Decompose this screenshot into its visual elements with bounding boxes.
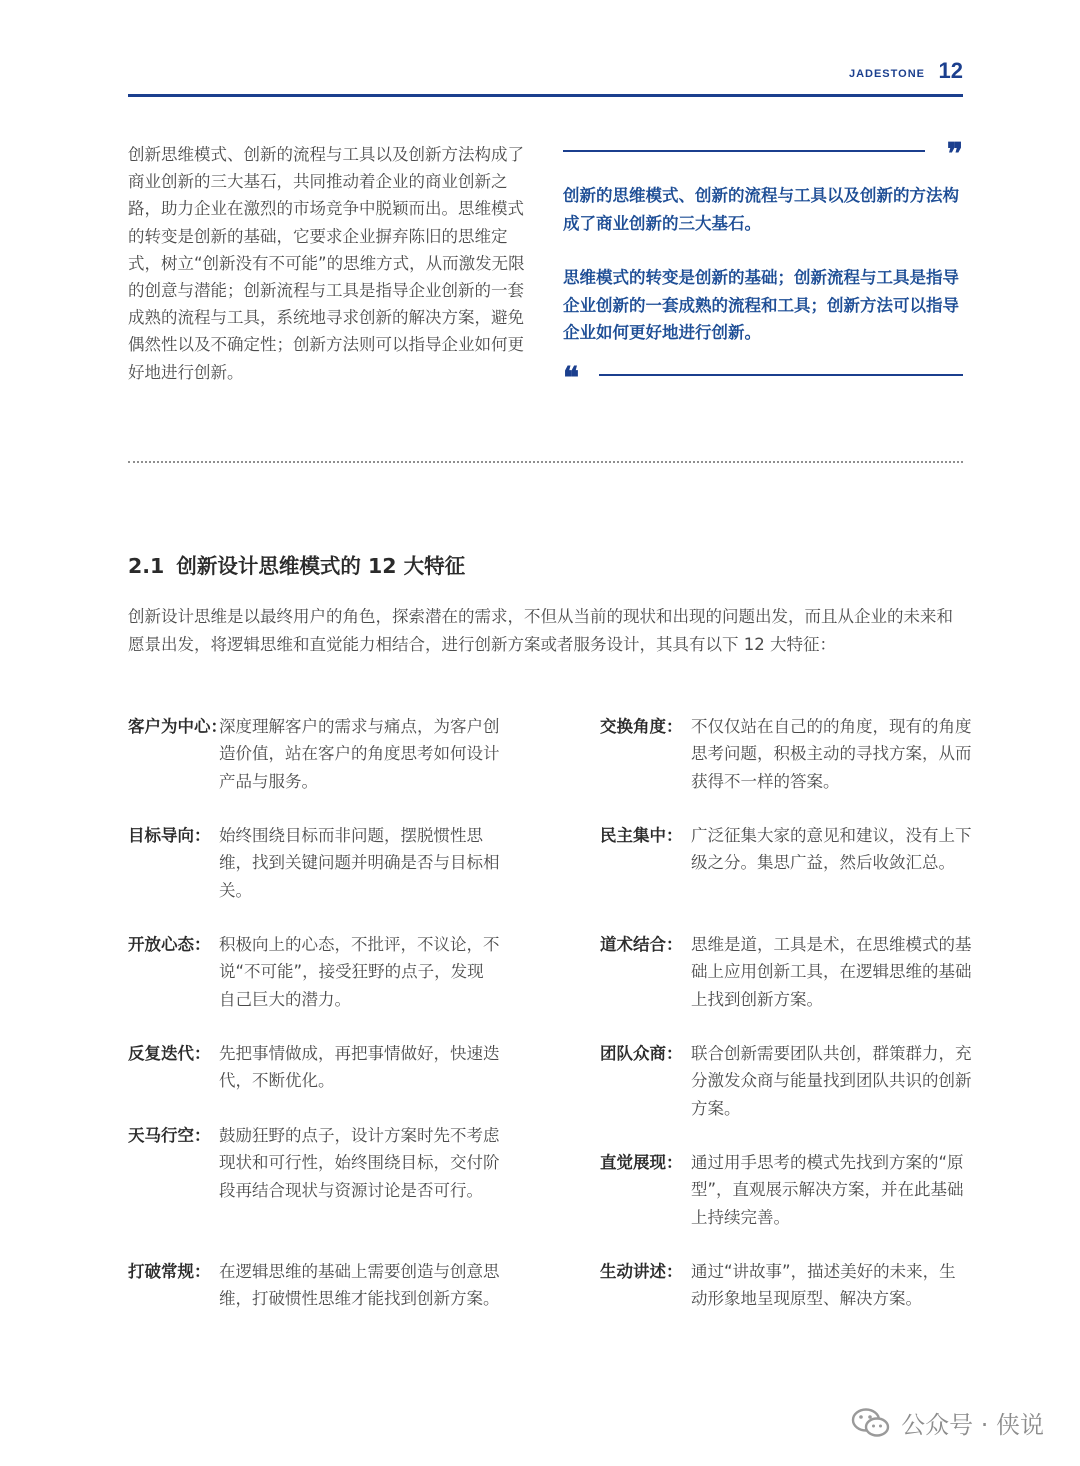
feature-description: 通过“讲故事”，描述美好的未来，生动形象地呈现原型、解决方案。	[691, 1262, 956, 1309]
feature-description: 在逻辑思维的基础上需要创造与创意思维，打破惯性思维才能找到创新方案。	[219, 1262, 500, 1309]
page-header	[128, 58, 963, 97]
open-quote-icon: ❝	[563, 361, 580, 396]
feature-title: 天马行空：	[128, 1126, 211, 1145]
feature-title: 目标导向：	[128, 826, 211, 845]
feature-title: 道术结合：	[600, 935, 683, 954]
feature-description: 广泛征集大家的意见和建议，没有上下级之分。集思广益，然后收敛汇总。	[691, 826, 972, 873]
section-intro: 创新设计思维是以最终用户的角色，探索潜在的需求，不但从当前的现状和出现的问题出发，而且从企业的未来和愿景出发，将逻辑思维和直觉能力相结合，进行创新方案或者服务设计，其具有以下 12 大特征：	[128, 607, 953, 654]
quote-rule-bottom	[599, 374, 963, 376]
feature-description: 先把事情做成，再把事情做好，快速迭代，不断优化。	[219, 1044, 500, 1091]
brand-name: JADESTONE	[848, 68, 925, 80]
feature-description: 不仅仅站在自己的的角度，现有的角度思考问题，积极主动的寻找方案，从而获得不一样的答案。	[691, 717, 972, 791]
feature-title: 客户为中心：	[128, 717, 227, 736]
watermark	[851, 1405, 1044, 1440]
feature-description: 通过用手思考的模式先找到方案的“原型”，直观展示解决方案，并在此基础上持续完善。	[691, 1153, 964, 1227]
feature-description: 鼓励狂野的点子，设计方案时先不考虑现状和可行性，始终围绕目标，交付阶段再结合现状与资源讨论是否可行。	[219, 1126, 500, 1200]
feature-title: 交换角度：	[600, 717, 683, 736]
quote-paragraph-1: 创新的思维模式、创新的流程与工具以及创新的方法构成了商业创新的三大基石。	[563, 186, 959, 233]
feature-description: 联合创新需要团队共创，群策群力，充分激发众商与能量找到团队共识的创新方案。	[691, 1044, 972, 1118]
section-title	[128, 549, 465, 579]
watermark-text: 公众号 · 侠说	[901, 1411, 1044, 1439]
feature-title: 打破常规：	[128, 1262, 211, 1281]
feature-description: 思维是道，工具是术，在思维模式的基础上应用创新工具，在逻辑思维的基础上找到创新方案。	[691, 935, 972, 1009]
wechat-icon	[851, 1407, 891, 1439]
quote-rule-top	[563, 150, 925, 152]
feature-title: 开放心态：	[128, 935, 211, 954]
feature-title: 团队众商：	[600, 1044, 683, 1063]
section-number: 2.1	[128, 554, 165, 578]
feature-description: 积极向上的心态，不批评，不议论，不说“不可能”，接受狂野的点子，发现自己巨大的潜力。	[219, 935, 500, 1009]
feature-title: 生动讲述：	[600, 1262, 683, 1281]
feature-title: 直觉展现：	[600, 1153, 683, 1172]
section-divider	[128, 461, 963, 463]
feature-description: 始终围绕目标而非问题，摆脱惯性思维，找到关键问题并明确是否与目标相关。	[219, 826, 500, 900]
page-number: 12	[938, 58, 963, 83]
pull-quote	[563, 137, 963, 396]
close-quote-icon: ❞	[946, 137, 963, 172]
feature-title: 民主集中：	[600, 826, 683, 845]
intro-paragraph: 创新思维模式、创新的流程与工具以及创新方法构成了商业创新的三大基石，共同推动着企业的商业创新之路，助力企业在激烈的市场竞争中脱颖而出。思维模式的转变是创新的基础，它要求企业摒弃陈旧的思维定式，树立“创新没有不可能”的思维方式，从而激发无限的创意与潜能；创新流程与工具是指导企业创新的一套成熟的流程与工具，系统地寻求创新的解决方案，避免偶然性以及不确定性；创新方法则可以指导企业如何更好地进行创新。	[128, 145, 525, 382]
quote-paragraph-2: 思维模式的转变是创新的基础；创新流程与工具是指导企业创新的一套成熟的流程和工具；创新方法可以指导企业如何更好地进行创新。	[563, 268, 959, 342]
section-title-text: 创新设计思维模式的 12 大特征	[176, 554, 466, 578]
feature-title: 反复迭代：	[128, 1044, 211, 1063]
feature-description: 深度理解客户的需求与痛点，为客户创造价值，站在客户的角度思考如何设计产品与服务。	[219, 717, 500, 791]
